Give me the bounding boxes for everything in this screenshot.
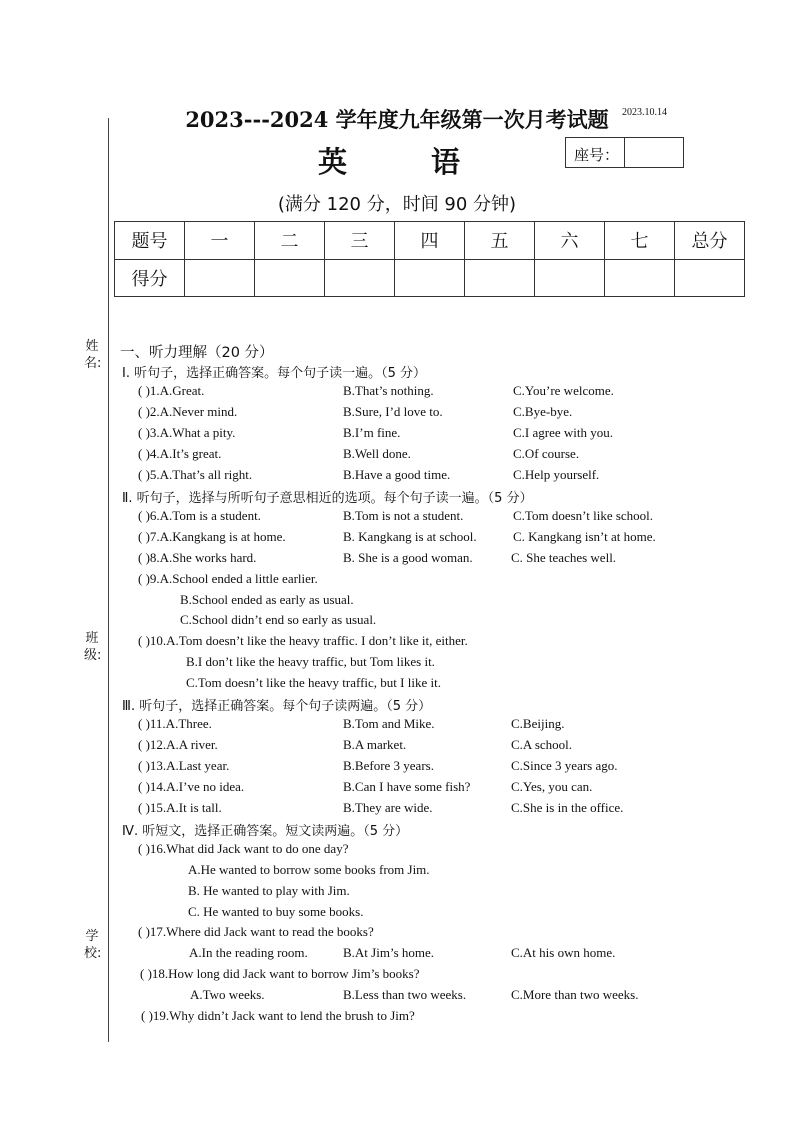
exam-date: 2023.10.14 <box>622 107 667 118</box>
q4-option-b: B.Well done. <box>343 446 411 461</box>
q6-option-b: B.Tom is not a student. <box>343 508 464 523</box>
seat-number-box <box>565 137 684 168</box>
part1-title: 一、听力理解（20 分） <box>120 345 274 361</box>
q5-option-c: C.Help yourself. <box>513 467 600 482</box>
score-cell[interactable] <box>605 259 675 297</box>
q18-option-c: C.More than two weeks. <box>511 987 639 1002</box>
q5-option-b: B.Have a good time. <box>343 467 451 482</box>
q15-option-c: C.She is in the office. <box>511 800 624 815</box>
section3-title: Ⅲ. 听句子，选择正确答案。每个句子读两遍。（5 分） <box>122 699 432 714</box>
q2-option-b: B.Sure, I’d love to. <box>343 404 443 419</box>
question-10: ( )10.A.Tom doesn’t like the heavy traffic. I don’t like it, either. <box>138 633 468 648</box>
q1-option-b: B.That’s nothing. <box>343 383 434 398</box>
school-side-label: 学 校: <box>84 929 102 961</box>
header-cell: 三 <box>325 222 395 260</box>
binding-line <box>108 118 109 1042</box>
question-13: ( )13.A.Last year. <box>138 758 230 773</box>
question-19: ( )19.Why didn’t Jack want to lend the brush to Jim? <box>141 1008 415 1023</box>
section2-title: Ⅱ. 听句子，选择与所听句子意思相近的选项。每个句子读一遍。（5 分） <box>122 491 533 506</box>
question-9: ( )9.A.School ended a little earlier. <box>138 571 318 586</box>
q16-option-c: C. He wanted to buy some books. <box>188 904 364 919</box>
q6-option-c: C.Tom doesn’t like school. <box>513 508 654 523</box>
seat-divider <box>624 138 625 167</box>
header-cell: 四 <box>395 222 465 260</box>
q17-option-a: A.In the reading room. <box>189 945 308 960</box>
header-cell: 五 <box>465 222 535 260</box>
score-cell[interactable] <box>535 259 605 297</box>
name-side-label: 姓 名: <box>84 339 102 371</box>
q8-option-b: B. She is a good woman. <box>343 550 473 565</box>
score-cell[interactable] <box>465 259 535 297</box>
header-cell: 六 <box>535 222 605 260</box>
q13-option-b: B.Before 3 years. <box>343 758 434 773</box>
q10-option-c: C.Tom doesn’t like the heavy traffic, but I like it. <box>186 675 441 690</box>
q10-option-b: B.I don’t like the heavy traffic, but Tom likes it. <box>186 654 435 669</box>
header-cell: 题号 <box>115 222 185 260</box>
score-cell[interactable] <box>325 259 395 297</box>
q12-option-b: B.A market. <box>343 737 407 752</box>
question-4: ( )4.A.It’s great. <box>138 446 222 461</box>
question-6: ( )6.A.Tom is a student. <box>138 508 261 523</box>
score-cell[interactable] <box>255 259 325 297</box>
score-cell[interactable] <box>395 259 465 297</box>
q14-option-b: B.Can I have some fish? <box>343 779 471 794</box>
section1-title: Ⅰ. 听句子，选择正确答案。每个句子读一遍。（5 分） <box>122 366 427 381</box>
q9-option-c: C.School didn’t end so early as usual. <box>180 612 377 627</box>
question-14: ( )14.A.I’ve no idea. <box>138 779 245 794</box>
question-18: ( )18.How long did Jack want to borrow Jim’s books? <box>140 966 420 981</box>
q11-option-c: C.Beijing. <box>511 716 565 731</box>
question-12: ( )12.A.A river. <box>138 737 218 752</box>
exam-title: 2023---2024 学年度九年级第一次月考试题 <box>185 107 609 132</box>
question-11: ( )11.A.Three. <box>138 716 212 731</box>
question-7: ( )7.A.Kangkang is at home. <box>138 529 286 544</box>
q18-option-a: A.Two weeks. <box>190 987 265 1002</box>
q1-option-c: C.You’re welcome. <box>513 383 614 398</box>
score-row-label: 得分 <box>115 259 185 297</box>
subject-title: 英语 <box>318 145 545 179</box>
header-cell: 七 <box>605 222 675 260</box>
class-side-label: 班 级: <box>84 631 102 663</box>
header-cell: 二 <box>255 222 325 260</box>
question-1: ( )1.A.Great. <box>138 383 205 398</box>
question-16: ( )16.What did Jack want to do one day? <box>138 841 349 856</box>
question-8: ( )8.A.She works hard. <box>138 550 257 565</box>
q11-option-b: B.Tom and Mike. <box>343 716 435 731</box>
q17-option-b: B.At Jim’s home. <box>343 945 435 960</box>
score-table-header-row <box>115 222 745 260</box>
score-table <box>114 221 745 297</box>
q7-option-c: C. Kangkang isn’t at home. <box>513 529 656 544</box>
q17-option-c: C.At his own home. <box>511 945 616 960</box>
score-time-note: (满分 120 分，时间 90 分钟) <box>277 194 517 215</box>
q16-option-a: A.He wanted to borrow some books from Jim. <box>188 862 430 877</box>
q3-option-c: C.I agree with you. <box>513 425 614 440</box>
q14-option-c: C.Yes, you can. <box>511 779 593 794</box>
q12-option-c: C.A school. <box>511 737 573 752</box>
q18-option-b: B.Less than two weeks. <box>343 987 467 1002</box>
header-cell: 总分 <box>675 222 745 260</box>
q13-option-c: C.Since 3 years ago. <box>511 758 618 773</box>
q3-option-b: B.I’m fine. <box>343 425 401 440</box>
question-5: ( )5.A.That’s all right. <box>138 467 253 482</box>
q15-option-b: B.They are wide. <box>343 800 433 815</box>
question-17: ( )17.Where did Jack want to read the books? <box>138 924 374 939</box>
q7-option-b: B. Kangkang is at school. <box>343 529 477 544</box>
score-cell[interactable] <box>675 259 745 297</box>
q4-option-c: C.Of course. <box>513 446 580 461</box>
header-cell: 一 <box>185 222 255 260</box>
question-2: ( )2.A.Never mind. <box>138 404 238 419</box>
q16-option-b: B. He wanted to play with Jim. <box>188 883 350 898</box>
score-cell[interactable] <box>185 259 255 297</box>
q8-option-c: C. She teaches well. <box>511 550 617 565</box>
question-3: ( )3.A.What a pity. <box>138 425 236 440</box>
section4-title: Ⅳ. 听短文，选择正确答案。短文读两遍。（5 分） <box>122 824 409 839</box>
question-15: ( )15.A.It is tall. <box>138 800 222 815</box>
q9-option-b: B.School ended as early as usual. <box>180 592 354 607</box>
q2-option-c: C.Bye-bye. <box>513 404 573 419</box>
seat-label: 座号： <box>574 146 620 164</box>
score-table-score-row <box>115 259 745 297</box>
